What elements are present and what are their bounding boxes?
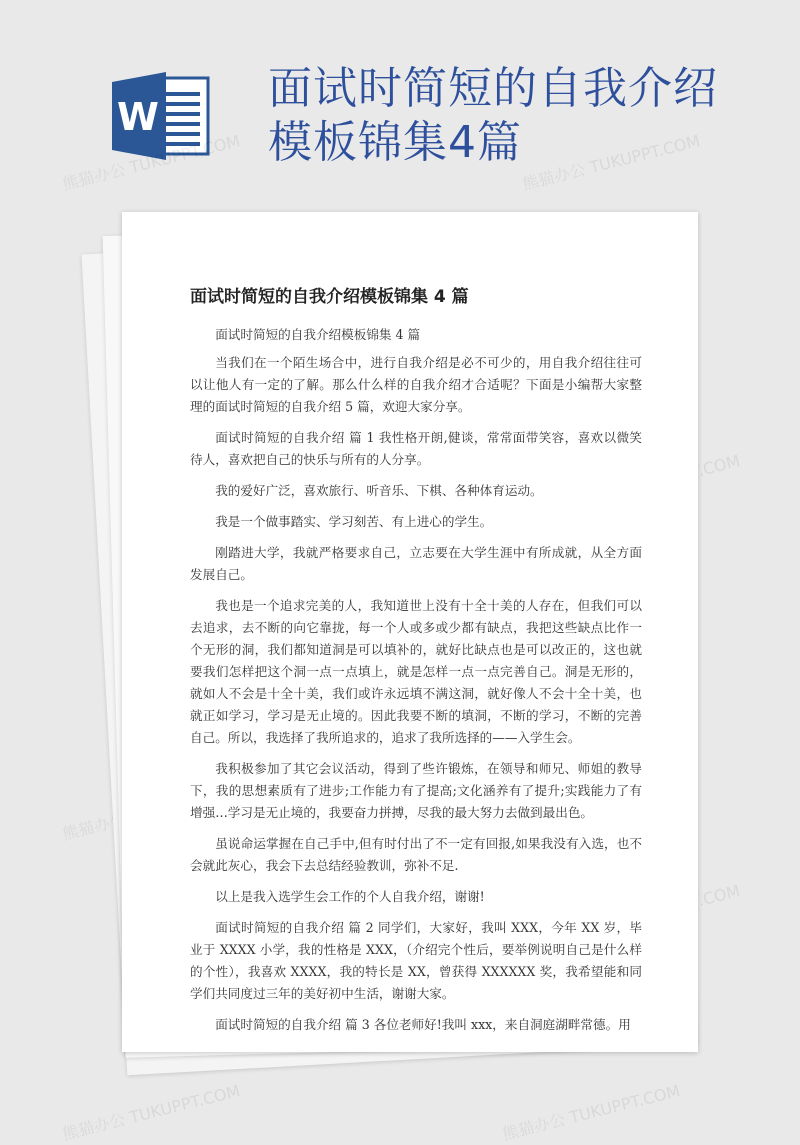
watermark: 熊猫办公 TUKUPPT.COM — [520, 131, 703, 194]
page-title-line-1: 面试时简短的自我介绍 — [268, 63, 718, 114]
paragraph: 面试时简短的自我介绍 篇 1 我性格开朗,健谈，常常面带笑容，喜欢以微笑待人，喜欢把自己的快乐与所有的人分享。 — [190, 430, 642, 467]
watermark: 熊猫办公 — [60, 809, 128, 844]
watermark: 熊猫办公 TUKUPPT.COM — [60, 1081, 243, 1144]
document-page — [122, 212, 698, 1052]
page-title — [268, 62, 768, 170]
paragraph: 面试时简短的自我介绍模板锦集 4 篇 — [215, 327, 421, 342]
paragraph: 以上是我入选学生会工作的个人自我介绍，谢谢! — [215, 889, 485, 904]
paragraph: 面试时简短的自我介绍 篇 3 各位老师好!我叫 xxx，来自洞庭湖畔常德。用 — [215, 1017, 631, 1032]
paragraph: 我是一个做事踏实、学习刻苦、有上进心的学生。 — [215, 514, 493, 529]
watermark: 熊猫办公 TUKUPPT.COM — [500, 1081, 683, 1144]
paragraph: 虽说命运掌握在自己手中,但有时付出了不一定有回报,如果我没有入选，也不会就此灰心，我会下去总结经验教训，弥补不足. — [190, 836, 642, 873]
document-body — [190, 324, 642, 1045]
paragraph: 面试时简短的自我介绍 篇 2 同学们，大家好，我叫 XXX，今年 XX 岁，毕业于 XXXX 小学，我的性格是 XXX，（介绍完个性后，要举例说明自己是什么样的个性），我喜欢 XXXX，我的特长是 XX，曾获得 XXXXXX 奖，我希望能和同学们共同度过三年的美好初中生活，谢谢大家。 — [190, 920, 642, 1001]
word-logo-letter: W — [117, 95, 159, 139]
word-document-icon — [112, 72, 212, 160]
document-title: 面试时简短的自我介绍模板锦集 4 篇 — [190, 287, 469, 307]
header — [0, 0, 800, 200]
paragraph: 刚踏进大学，我就严格要求自己，立志要在大学生涯中有所成就，从全方面发展自己。 — [190, 545, 642, 582]
paragraph: 我也是一个追求完美的人，我知道世上没有十全十美的人存在，但我们可以去追求，去不断的向它靠拢，每一个人或多或少都有缺点，我把这些缺点比作一个无形的洞，我们都知道洞是可以填补的，就好比缺点也是可以改正的，这也就要我们怎样把这个洞一点一点填上，就是怎样一点一点完善自己。洞是无形的，就如人不会是十全十美，我们或许永远填不满这洞，就好像人不会十全十美，也就正如学习，学习是无止境的。因此我要不断的填洞，不断的学习，不断的完善自己。所以，我选择了我所追求的，追求了我所选择的——入学生会。 — [190, 598, 642, 745]
paragraph: 我的爱好广泛，喜欢旅行、听音乐、下棋、各种体育运动。 — [215, 483, 543, 498]
page-title-line-2: 模板锦集4篇 — [268, 117, 522, 168]
paragraph: 我积极参加了其它会议活动，得到了些许锻炼，在领导和师兄、师姐的教导下，我的思想素质有了进步;工作能力有了提高;文化涵养有了提升;实践能力了有增强…学习是无止境的，我要奋力拼搏，尽我的最大努力去做到最出色。 — [190, 761, 642, 820]
watermark: 熊猫办公 TUKUPPT.COM — [60, 131, 243, 194]
paragraph: 当我们在一个陌生场合中，进行自我介绍是必不可少的，用自我介绍往往可以让他人有一定的了解。那么什么样的自我介绍才合适呢？下面是小编帮大家整理的面试时简短的自我介绍 5 篇，欢迎大家分享。 — [190, 355, 642, 414]
